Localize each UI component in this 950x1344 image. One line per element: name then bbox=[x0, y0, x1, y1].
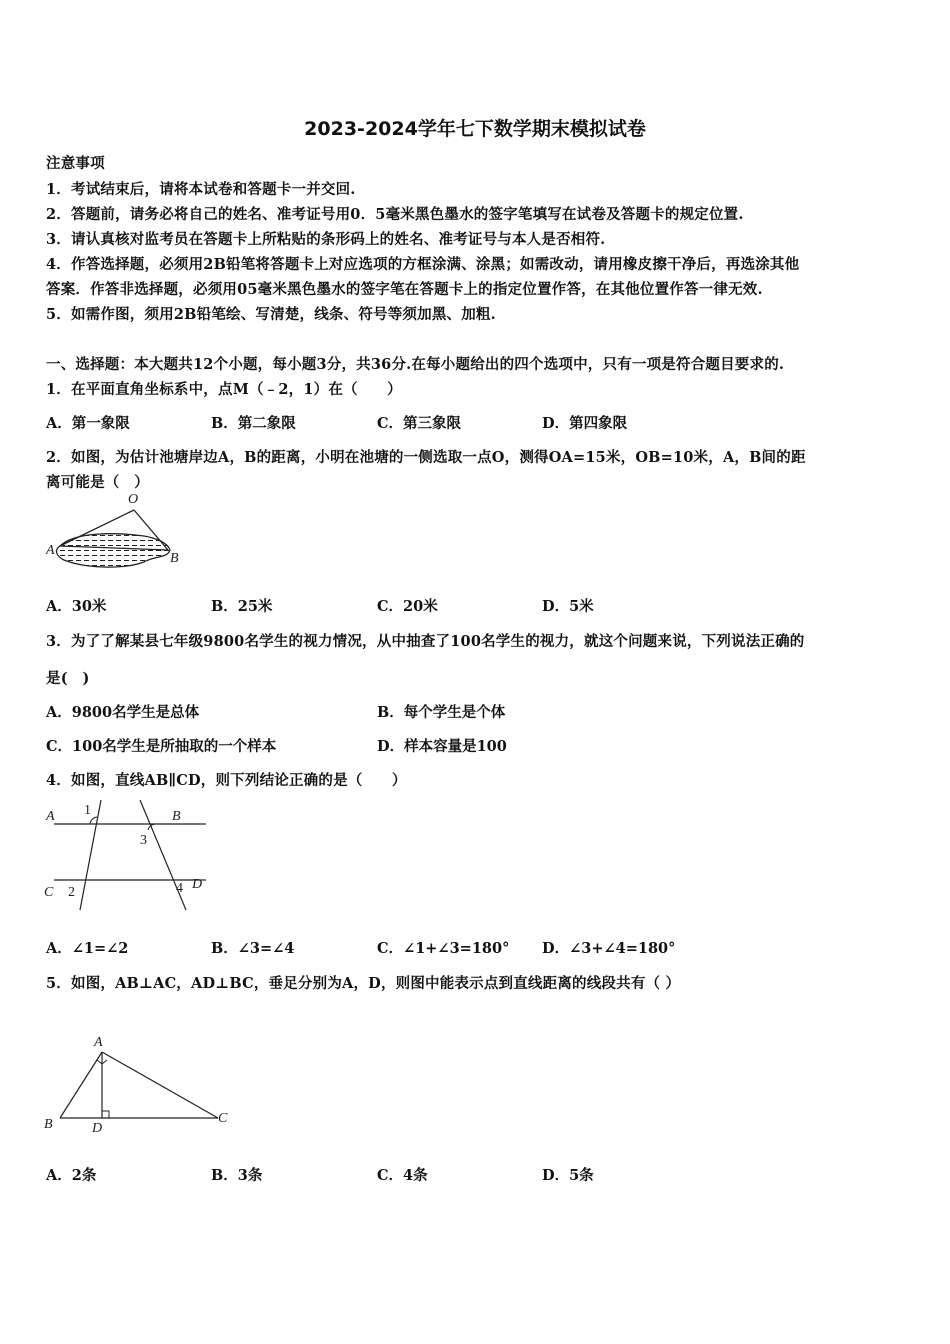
label-b: B bbox=[44, 1117, 53, 1132]
section-heading: 一、选择题：本大题共12个小题，每小题3分，共36分.在每小题给出的四个选项中，只有一项是符合题目要求的. bbox=[46, 356, 785, 373]
question-4-stem: 4．如图，直线AB∥CD，则下列结论正确的是（ ） bbox=[46, 772, 407, 789]
label-angle-2: 2 bbox=[68, 885, 75, 900]
note-item: 4．作答选择题，必须用2B铅笔将答题卡上对应选项的方框涂满、涂黑；如需改动，请用橡皮擦干净后，再选涂其他 bbox=[46, 256, 800, 273]
question-1-option-a[interactable]: A．第一象限 bbox=[46, 415, 130, 432]
question-5-option-b[interactable]: B．3条 bbox=[211, 1167, 263, 1184]
notes-heading: 注意事项 bbox=[46, 155, 105, 172]
note-item: 2．答题前，请务必将自己的姓名、准考证号用0．5毫米黑色墨水的签字笔填写在试卷及答题卡的规定位置. bbox=[46, 206, 744, 223]
question-4-option-b[interactable]: B．∠3=∠4 bbox=[211, 940, 295, 957]
question-2-option-b[interactable]: B．25米 bbox=[211, 598, 273, 615]
right-triangle-figure bbox=[44, 1030, 236, 1136]
label-angle-1: 1 bbox=[84, 803, 91, 818]
question-1-stem: 1．在平面直角坐标系中，点M（﹣2，1）在（ ） bbox=[46, 381, 402, 398]
question-3-option-b[interactable]: B．每个学生是个体 bbox=[377, 704, 506, 721]
segment-ab bbox=[60, 1052, 102, 1118]
question-5-option-a[interactable]: A．2条 bbox=[46, 1167, 97, 1184]
label-a: A bbox=[46, 543, 55, 558]
question-4-option-a[interactable]: A．∠1=∠2 bbox=[46, 940, 129, 957]
question-1-option-d[interactable]: D．第四象限 bbox=[542, 415, 628, 432]
pond-figure bbox=[44, 488, 184, 572]
question-5-option-c[interactable]: C．4条 bbox=[377, 1167, 428, 1184]
label-a: A bbox=[46, 809, 55, 824]
question-1-option-c[interactable]: C．第三象限 bbox=[377, 415, 462, 432]
question-4-option-d[interactable]: D．∠3+∠4=180° bbox=[542, 940, 676, 957]
right-angle-mark-d bbox=[102, 1111, 109, 1118]
note-item: 答案．作答非选择题，必须用05毫米黑色墨水的签字笔在答题卡上的指定位置作答，在其他位置作答一律无效. bbox=[46, 281, 763, 298]
note-item: 3．请认真核对监考员在答题卡上所粘贴的条形码上的姓名、准考证号与本人是否相符. bbox=[46, 231, 606, 248]
question-3-option-a[interactable]: A．9800名学生是总体 bbox=[46, 704, 200, 721]
parallel-lines-figure bbox=[44, 796, 210, 914]
label-c: C bbox=[218, 1111, 228, 1126]
label-c: C bbox=[44, 885, 54, 900]
question-4-option-c[interactable]: C．∠1+∠3=180° bbox=[377, 940, 510, 957]
question-3-option-c[interactable]: C．100名学生是所抽取的一个样本 bbox=[46, 738, 277, 755]
note-item: 1．考试结束后，请将本试卷和答题卡一并交回. bbox=[46, 181, 356, 198]
label-b: B bbox=[172, 809, 181, 824]
label-d: D bbox=[192, 877, 203, 892]
segment-ac bbox=[102, 1052, 218, 1118]
label-a: A bbox=[94, 1035, 103, 1050]
angle-1-arc bbox=[90, 817, 97, 824]
label-o: O bbox=[128, 492, 139, 507]
question-5-stem: 5．如图，AB⊥AC，AD⊥BC，垂足分别为A，D，则图中能表示点到直线距离的线段共有（ ） bbox=[46, 975, 681, 992]
page-title: 2023-2024学年七下数学期末模拟试卷 bbox=[304, 118, 646, 140]
label-b: B bbox=[170, 551, 179, 566]
question-2-option-c[interactable]: C．20米 bbox=[377, 598, 438, 615]
question-3-stem-cont: 是( ) bbox=[46, 670, 90, 687]
question-2-option-a[interactable]: A．30米 bbox=[46, 598, 107, 615]
label-angle-4: 4 bbox=[176, 881, 183, 896]
note-item: 5．如需作图，须用2B铅笔绘、写清楚，线条、符号等须加黑、加粗. bbox=[46, 306, 496, 323]
question-2-option-d[interactable]: D．5米 bbox=[542, 598, 594, 615]
question-3-stem: 3．为了了解某县七年级9800名学生的视力情况，从中抽查了100名学生的视力，就这个问题来说，下列说法正确的 bbox=[46, 633, 805, 650]
question-2-stem-cont: 离可能是（ ） bbox=[46, 474, 149, 491]
question-5-option-d[interactable]: D．5条 bbox=[542, 1167, 594, 1184]
question-3-option-d[interactable]: D．样本容量是100 bbox=[377, 738, 507, 755]
question-2-stem: 2．如图，为估计池塘岸边A，B的距离，小明在池塘的一侧选取一点O，测得OA=15米，OB=10米，A，B间的距 bbox=[46, 449, 806, 466]
label-d: D bbox=[92, 1121, 103, 1136]
question-1-option-b[interactable]: B．第二象限 bbox=[211, 415, 296, 432]
label-angle-3: 3 bbox=[140, 833, 147, 848]
